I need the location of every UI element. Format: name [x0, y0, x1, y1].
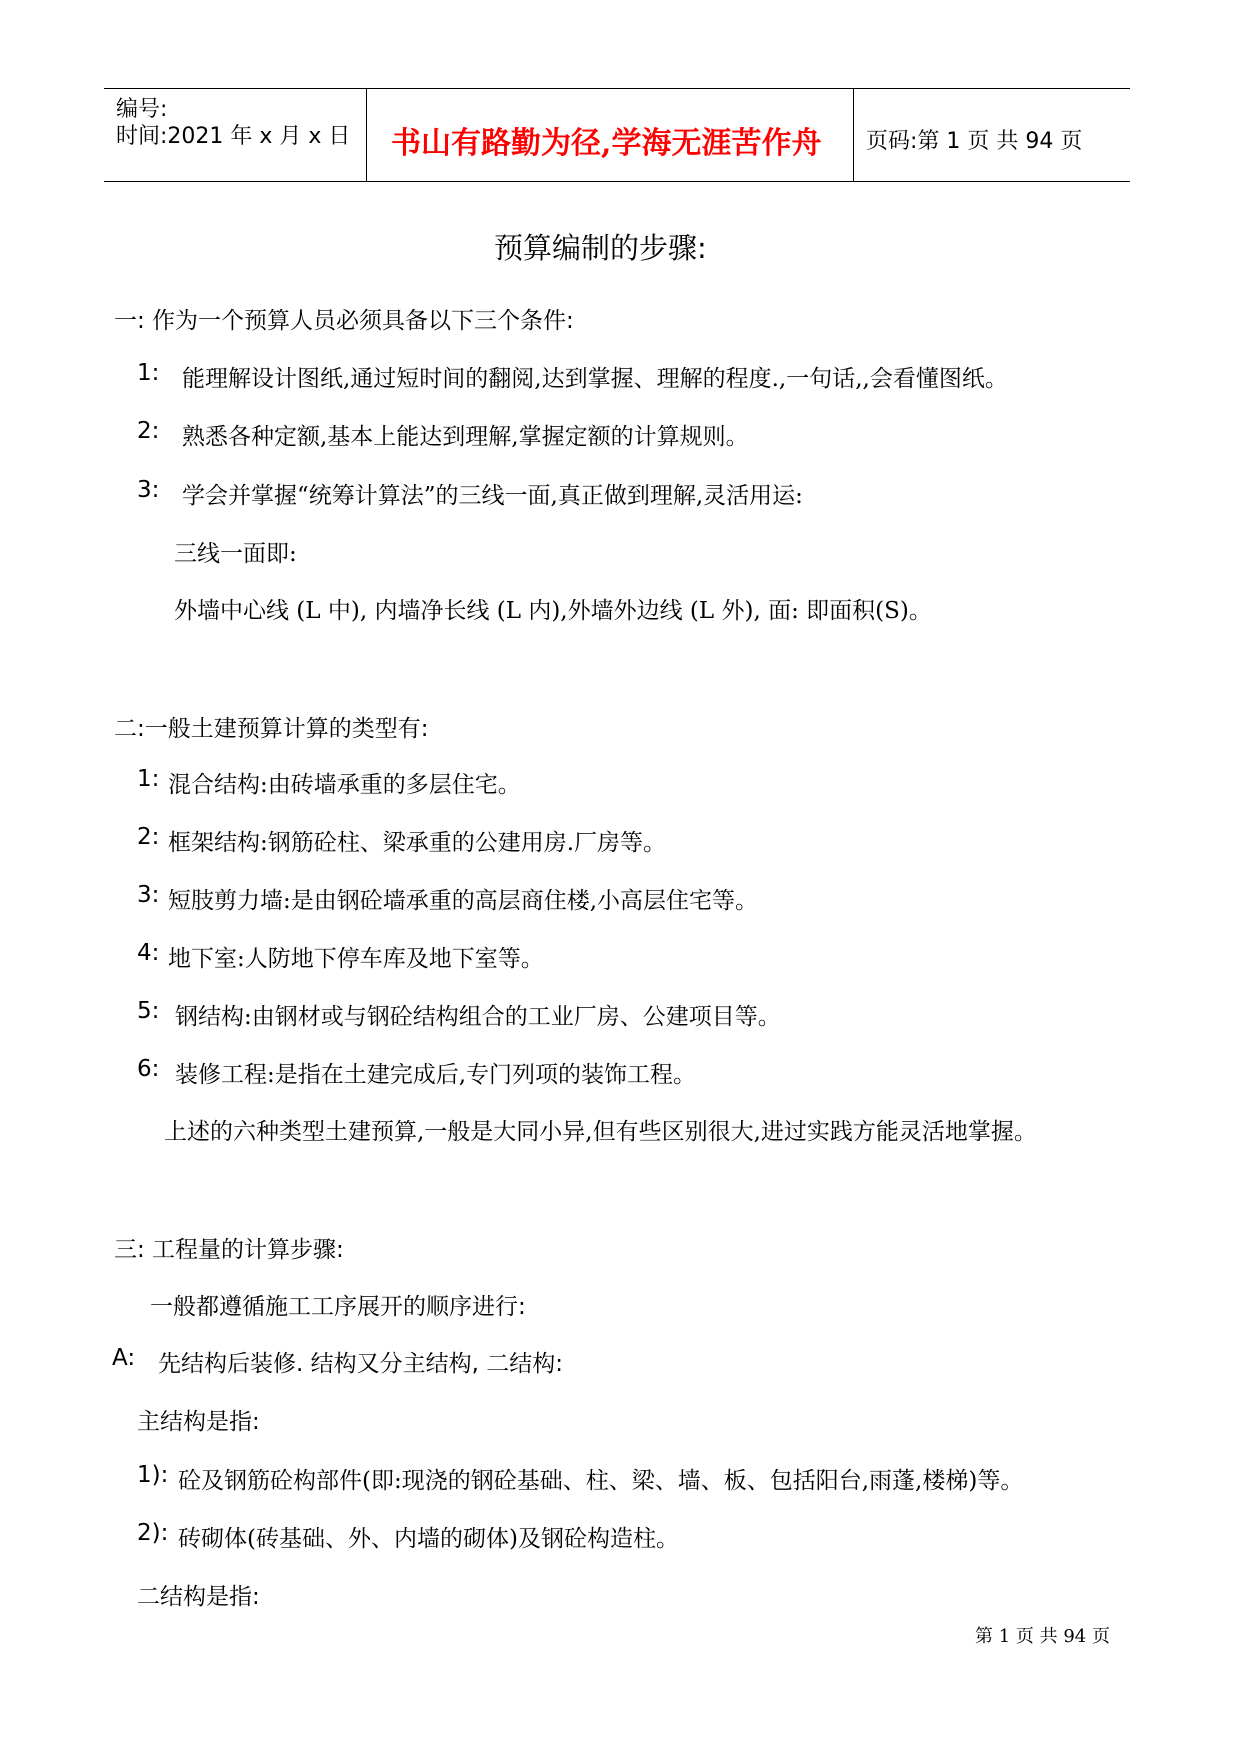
page-footer: 第 1 页 共 94 页: [975, 1626, 1110, 1647]
section2-item-3-num: 3:: [137, 882, 160, 908]
header-top-rule: [104, 88, 1130, 89]
section2-item-6-text: 装修工程:是指在土建完成后,专门列项的装饰工程。: [175, 1062, 697, 1088]
section3-intro: 一般都遵循施工工序展开的顺序进行:: [150, 1294, 526, 1320]
section2-item-2-text: 框架结构:钢筋砼柱、梁承重的公建用房.厂房等。: [168, 830, 667, 856]
header-page-info: 页码:第 1 页 共 94 页: [866, 129, 1083, 154]
section2-item-5-num: 5:: [137, 998, 160, 1024]
section2-item-2-num: 2:: [137, 824, 160, 850]
section1-item-2-num: 2:: [137, 418, 160, 444]
section1-three-lines: 外墙中心线 (L 中), 内墙净长线 (L 内),外墙外边线 (L 外), 面: 即面积(S)。: [174, 598, 932, 624]
section1-item-3-num: 3:: [137, 477, 160, 503]
section1-sub-label: 三线一面即:: [174, 541, 297, 567]
section3-heading: 三: 工程量的计算步骤:: [114, 1237, 344, 1263]
section2-item-1-num: 1:: [137, 766, 160, 792]
section2-summary: 上述的六种类型土建预算,一般是大同小异,但有些区别很大,进过实践方能灵活地掌握。: [164, 1119, 1037, 1145]
section2-item-4-text: 地下室:人防地下停车库及地下室等。: [168, 946, 544, 972]
section1-item-1-num: 1:: [137, 360, 160, 386]
second-structure-label: 二结构是指:: [137, 1584, 260, 1610]
section3-item-2-text: 砖砌体(砖基础、外、内墙的砌体)及钢砼构造柱。: [178, 1526, 679, 1552]
section1-heading: 一: 作为一个预算人员必须具备以下三个条件:: [114, 308, 574, 334]
document-time-label: 时间:2021 年 x 月 x 日: [116, 124, 351, 149]
section3-item-1-num: 1):: [137, 1462, 169, 1488]
header-bottom-rule: [104, 181, 1130, 182]
section2-item-3-text: 短肢剪力墙:是由钢砼墙承重的高层商住楼,小高层住宅等。: [168, 888, 759, 914]
document-number-label: 编号:: [116, 97, 168, 122]
header-divider-right: [853, 88, 854, 181]
section1-item-2-text: 熟悉各种定额,基本上能达到理解,掌握定额的计算规则。: [182, 424, 749, 450]
section2-item-5-text: 钢结构:由钢材或与钢砼结构组合的工业厂房、公建项目等。: [175, 1004, 781, 1030]
section2-heading: 二:一般土建预算计算的类型有:: [114, 716, 429, 742]
header-motto: 书山有路勤为径,学海无涯苦作舟: [391, 126, 822, 161]
section2-item-1-text: 混合结构:由砖墙承重的多层住宅。: [168, 772, 521, 798]
section2-item-4-num: 4:: [137, 940, 160, 966]
section3-a-text: 先结构后装修. 结构又分主结构, 二结构:: [158, 1351, 563, 1377]
section3-item-2-num: 2):: [137, 1520, 169, 1546]
header-divider-left: [366, 88, 367, 181]
main-structure-label: 主结构是指:: [137, 1409, 260, 1435]
section2-item-6-num: 6:: [137, 1056, 160, 1082]
page-title: 预算编制的步骤:: [494, 231, 707, 265]
section1-item-3-text: 学会并掌握“统筹计算法”的三线一面,真正做到理解,灵活用运:: [182, 483, 803, 509]
section3-item-1-text: 砼及钢筋砼构部件(即:现浇的钢砼基础、柱、梁、墙、板、包括阳台,雨蓬,楼梯)等。: [178, 1468, 1024, 1494]
section1-item-1-text: 能理解设计图纸,通过短时间的翻阅,达到掌握、理解的程度.,一句话,,会看懂图纸。: [182, 366, 1008, 392]
section3-a-label: A:: [112, 1345, 136, 1371]
